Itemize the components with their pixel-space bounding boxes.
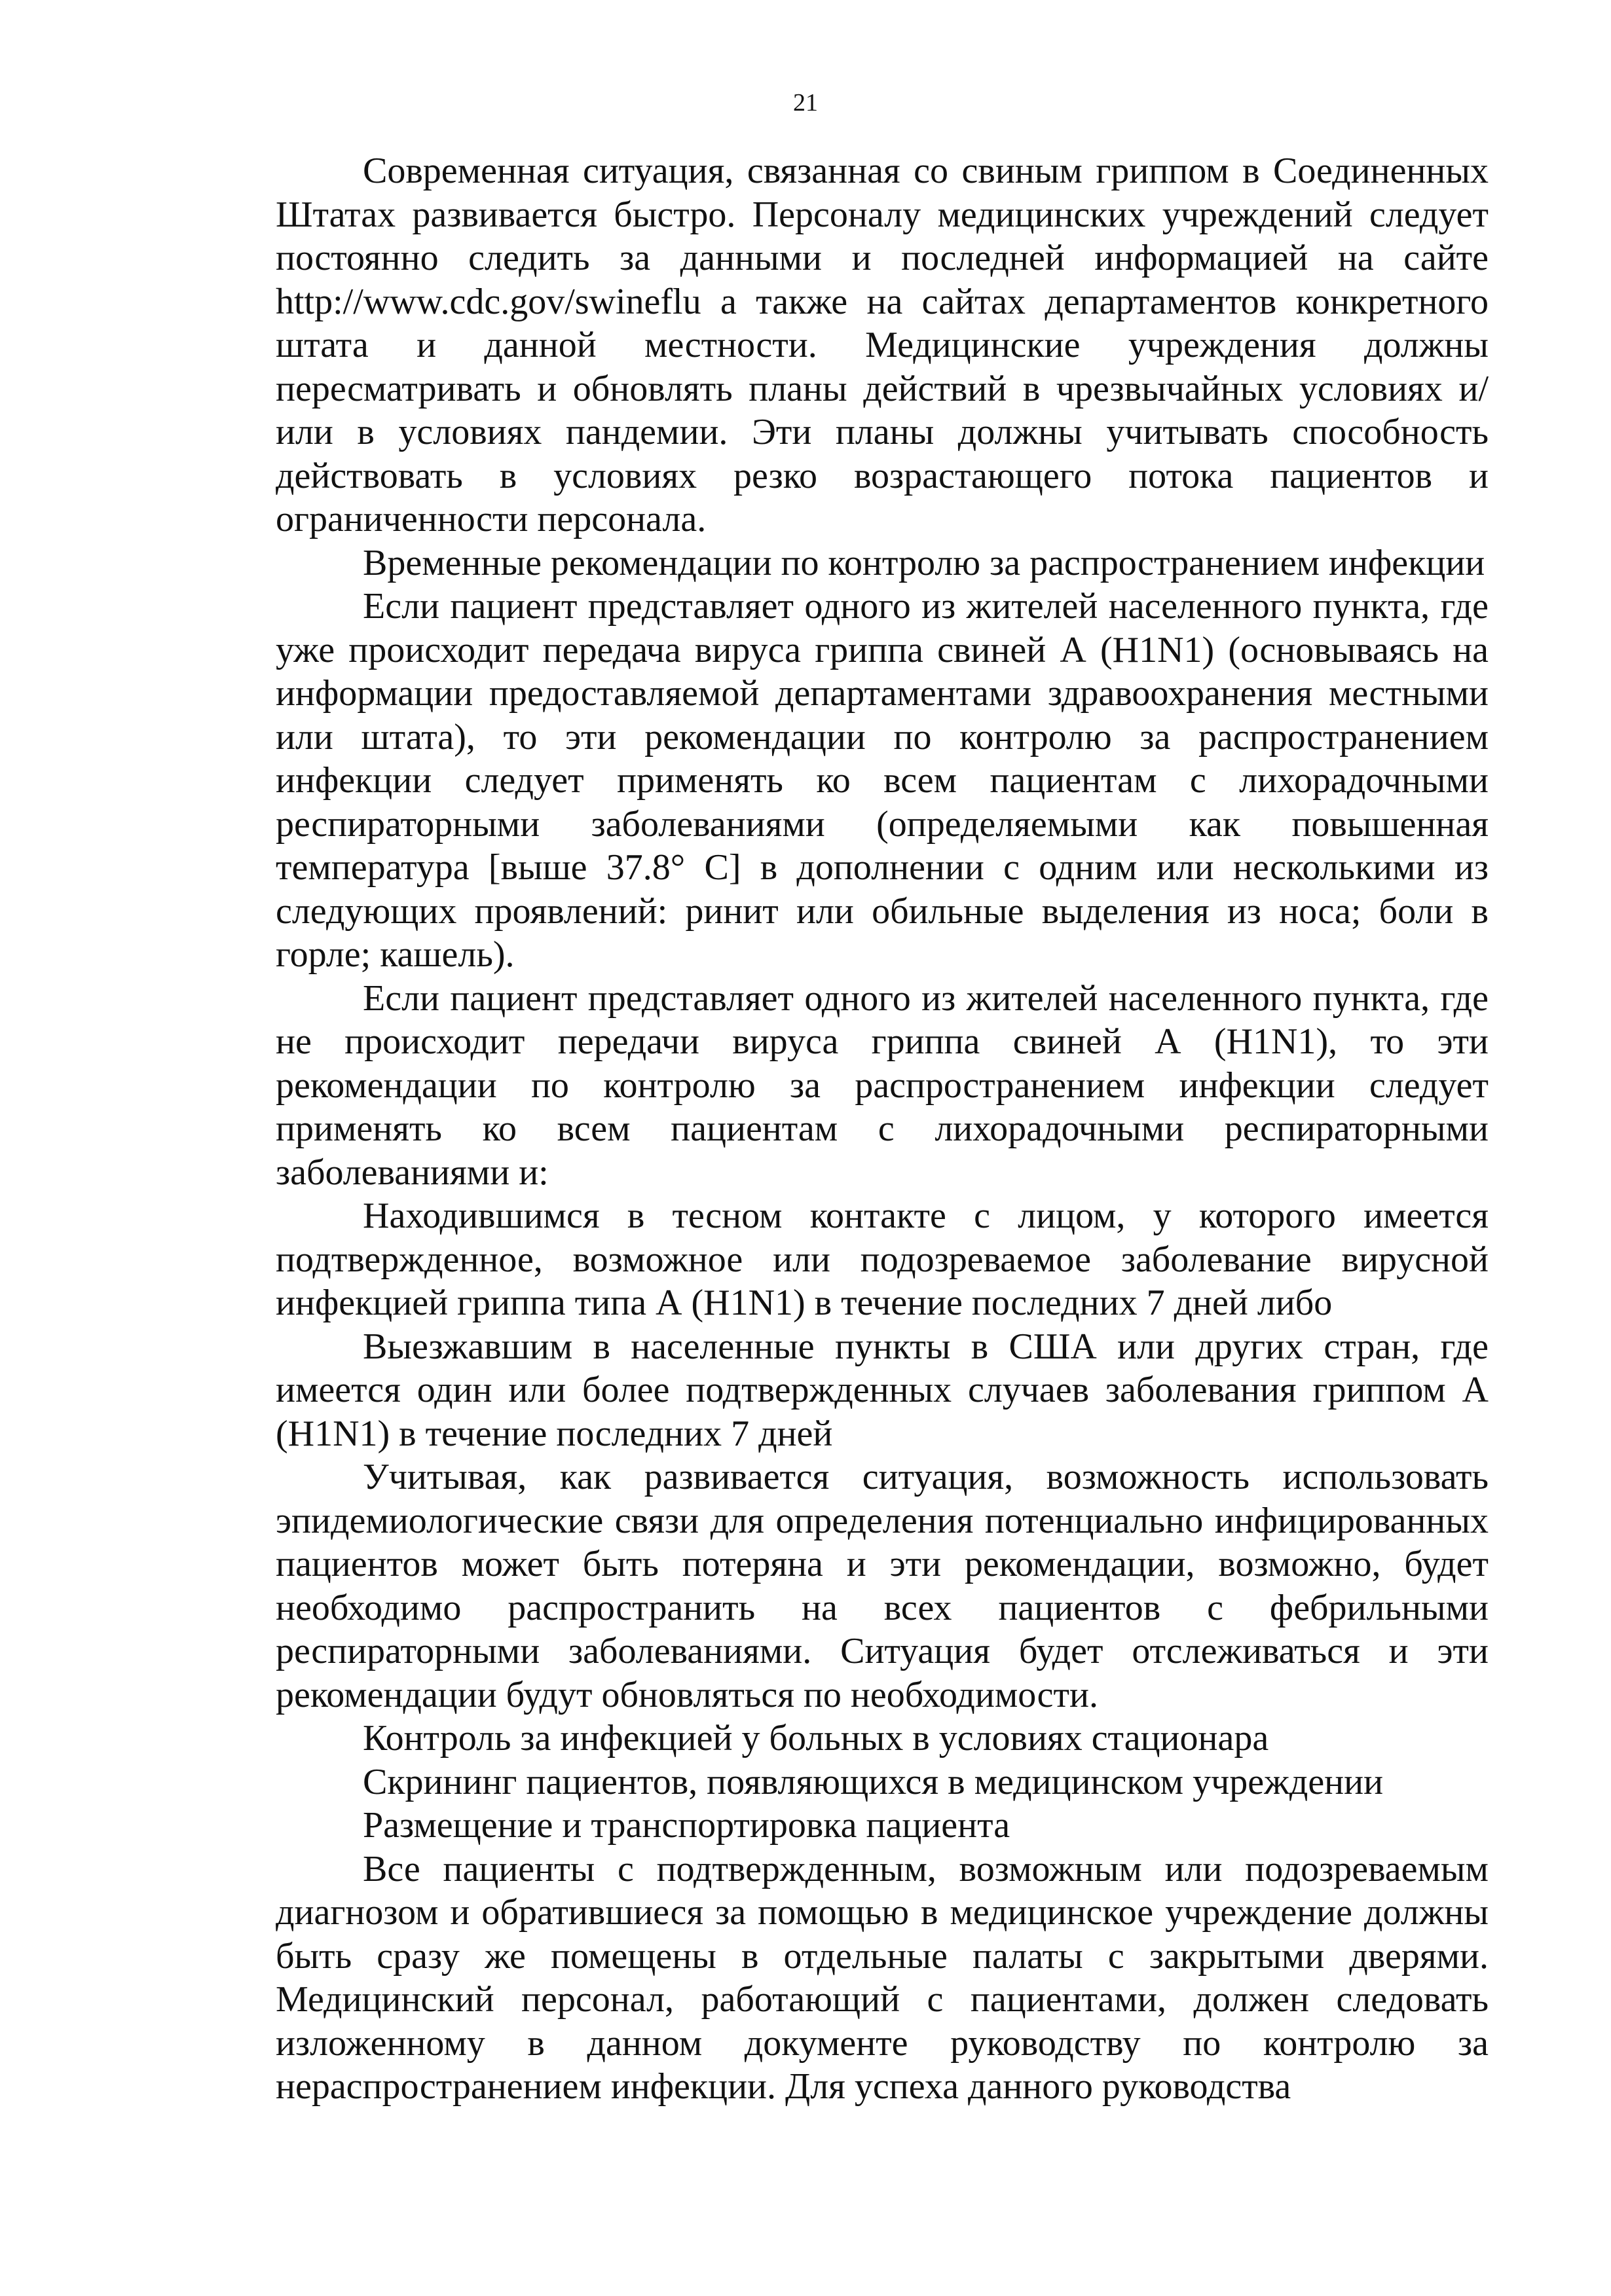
- heading-placement-transport: Размещение и транспортировка пациента: [363, 1805, 1010, 1846]
- paragraph-epidemiological-links: Учитывая, как развивается ситуация, возможность использовать эпидемиологические связи для определения потенциально инфицированных пациентов может быть потеряна и эти рекомендации, возможно, будет необходимо распространить на всех пациентов с фебрильными респираторными заболеваниями. Ситуация будет отслеживаться и эти рекомендации будут обновляться по необходимости.: [276, 1457, 1489, 1715]
- paragraph-transmission-locality: Если пациент представляет одного из жителей населенного пункта, где уже происходит передача вируса гриппа свиней А (H1N1) (основываясь на информации предоставляемой департаментами здравоохранения местными или штата), то эти рекомендации по контролю за распространением инфекции следует применять ко всем пациентам с лихорадочными респираторными заболеваниями (определяемыми как повышенная температура [выше 37.8° С] в дополнении с одним или несколькими из следующих проявлений: ринит или обильные выделения из носа; боли в горле; кашель).: [276, 586, 1489, 975]
- paragraph-no-transmission-locality: Если пациент представляет одного из жителей населенного пункта, где не происходит передачи вируса гриппа свиней А (H1N1), то эти рекомендации по контролю за распространением инфекции следует применять ко всем пациентам с лихорадочными респираторными заболеваниями и:: [276, 977, 1489, 1193]
- document-body: [276, 149, 1489, 2109]
- page-number: 21: [793, 89, 818, 117]
- paragraph-current-situation: Современная ситуация, связанная со свиным гриппом в Соединенных Штатах развивается быстро. Персоналу медицинских учреждений следует постоянно следить за данными и последней информацией на сайте http://www.cdc.gov/swineflu а также на сайтах департаментов конкретного штата и данной местности. Медицинские учреждения должны пересматривать и обновлять планы действий в чрезвычайных условиях и/или в условиях пандемии. Эти планы должны учитывать способность действовать в условиях резко возрастающего потока пациентов и ограниченности персонала.: [276, 151, 1489, 539]
- heading-patient-screening: Скрининг пациентов, появляющихся в медицинском учреждении: [363, 1761, 1384, 1802]
- heading-hospital-infection-control: Контроль за инфекцией у больных в условиях стационара: [363, 1718, 1269, 1758]
- paragraph-interim-recommendations-heading: Временные рекомендации по контролю за распространением инфекции: [363, 542, 1485, 583]
- paragraph-travelers: Выезжавшим в населенные пункты в США или других стран, где имеется один или более подтвержденных случаев заболевания гриппом А (H1N1) в течение последних 7 дней: [276, 1326, 1489, 1454]
- paragraph-close-contact: Находившимся в тесном контакте с лицом, у которого имеется подтвержденное, возможное или подозреваемое заболевание вирусной инфекцией гриппа типа А (H1N1) в течение последних 7 дней либо: [276, 1195, 1489, 1323]
- paragraph-isolation-rooms: Все пациенты с подтвержденным, возможным или подозреваемым диагнозом и обратившиеся за помощью в медицинское учреждение должны быть сразу же помещены в отдельные палаты с закрытыми дверями. Медицинский персонал, работающий с пациентами, должен следовать изложенному в данном документе руководству по контролю за нераспространением инфекции. Для успеха данного руководства: [276, 1848, 1489, 2107]
